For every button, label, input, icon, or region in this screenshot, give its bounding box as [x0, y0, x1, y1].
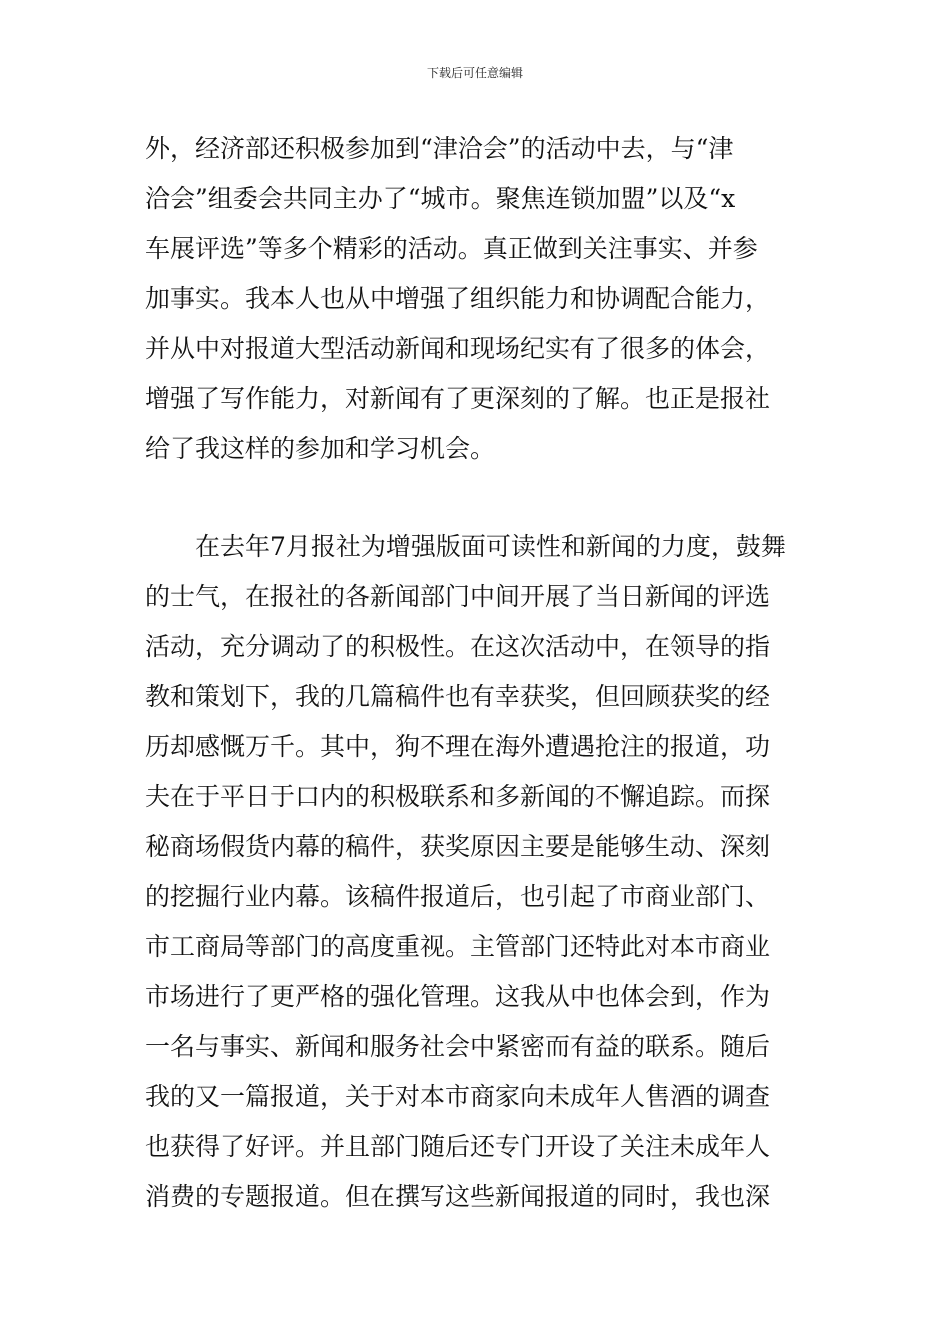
text-line: 洽会”组委会共同主办了“城市。聚焦连锁加盟”以及“x [145, 184, 736, 213]
text-line: 加事实。我本人也从中增强了组织能力和协调配合能力， [145, 284, 771, 313]
page-header: 下载后可任意编辑 [426, 66, 523, 80]
text-line: 消费的专题报道。但在撰写这些新闻报道的同时，我也深 [145, 1182, 771, 1211]
text-line: 历却感慨万千。其中，狗不理在海外遭遇抢注的报道，功 [145, 732, 771, 761]
text-line: 活动，充分调动了的积极性。在这次活动中，在领导的指 [145, 632, 771, 661]
paragraph-1 [145, 124, 810, 474]
paragraph-2 [145, 522, 810, 1222]
text-line: 在去年7月报社为增强版面可读性和新闻的力度，鼓舞 [145, 532, 786, 561]
text-line: 我的又一篇报道，关于对本市商家向未成年人售酒的调查 [145, 1082, 771, 1111]
text-line: 增强了写作能力，对新闻有了更深刻的了解。也正是报社 [145, 384, 771, 413]
text-line: 市工商局等部门的高度重视。主管部门还特此对本市商业 [145, 932, 771, 961]
text-line: 夫在于平日于口内的积极联系和多新闻的不懈追踪。而探 [145, 782, 771, 811]
text-line: 车展评选”等多个精彩的活动。真正做到关注事实、并参 [145, 234, 758, 263]
text-line: 一名与事实、新闻和服务社会中紧密而有益的联系。随后 [145, 1032, 771, 1061]
text-line: 并从中对报道大型活动新闻和现场纪实有了很多的体会， [145, 334, 771, 363]
text-line: 秘商场假货内幕的稿件，获奖原因主要是能够生动、深刻 [145, 832, 771, 861]
text-line: 也获得了好评。并且部门随后还专门开设了关注未成年人 [145, 1132, 771, 1161]
text-line: 给了我这样的参加和学习机会。 [145, 434, 496, 463]
text-line: 的士气，在报社的各新闻部门中间开展了当日新闻的评选 [145, 582, 771, 611]
text-line: 外，经济部还积极参加到“津洽会”的活动中去，与“津 [145, 134, 734, 163]
text-line: 教和策划下，我的几篇稿件也有幸获奖，但回顾获奖的经 [145, 682, 771, 711]
text-line: 市场进行了更严格的强化管理。这我从中也体会到，作为 [145, 982, 771, 1011]
text-line: 的挖掘行业内幕。该稿件报道后，也引起了市商业部门、 [145, 882, 771, 911]
